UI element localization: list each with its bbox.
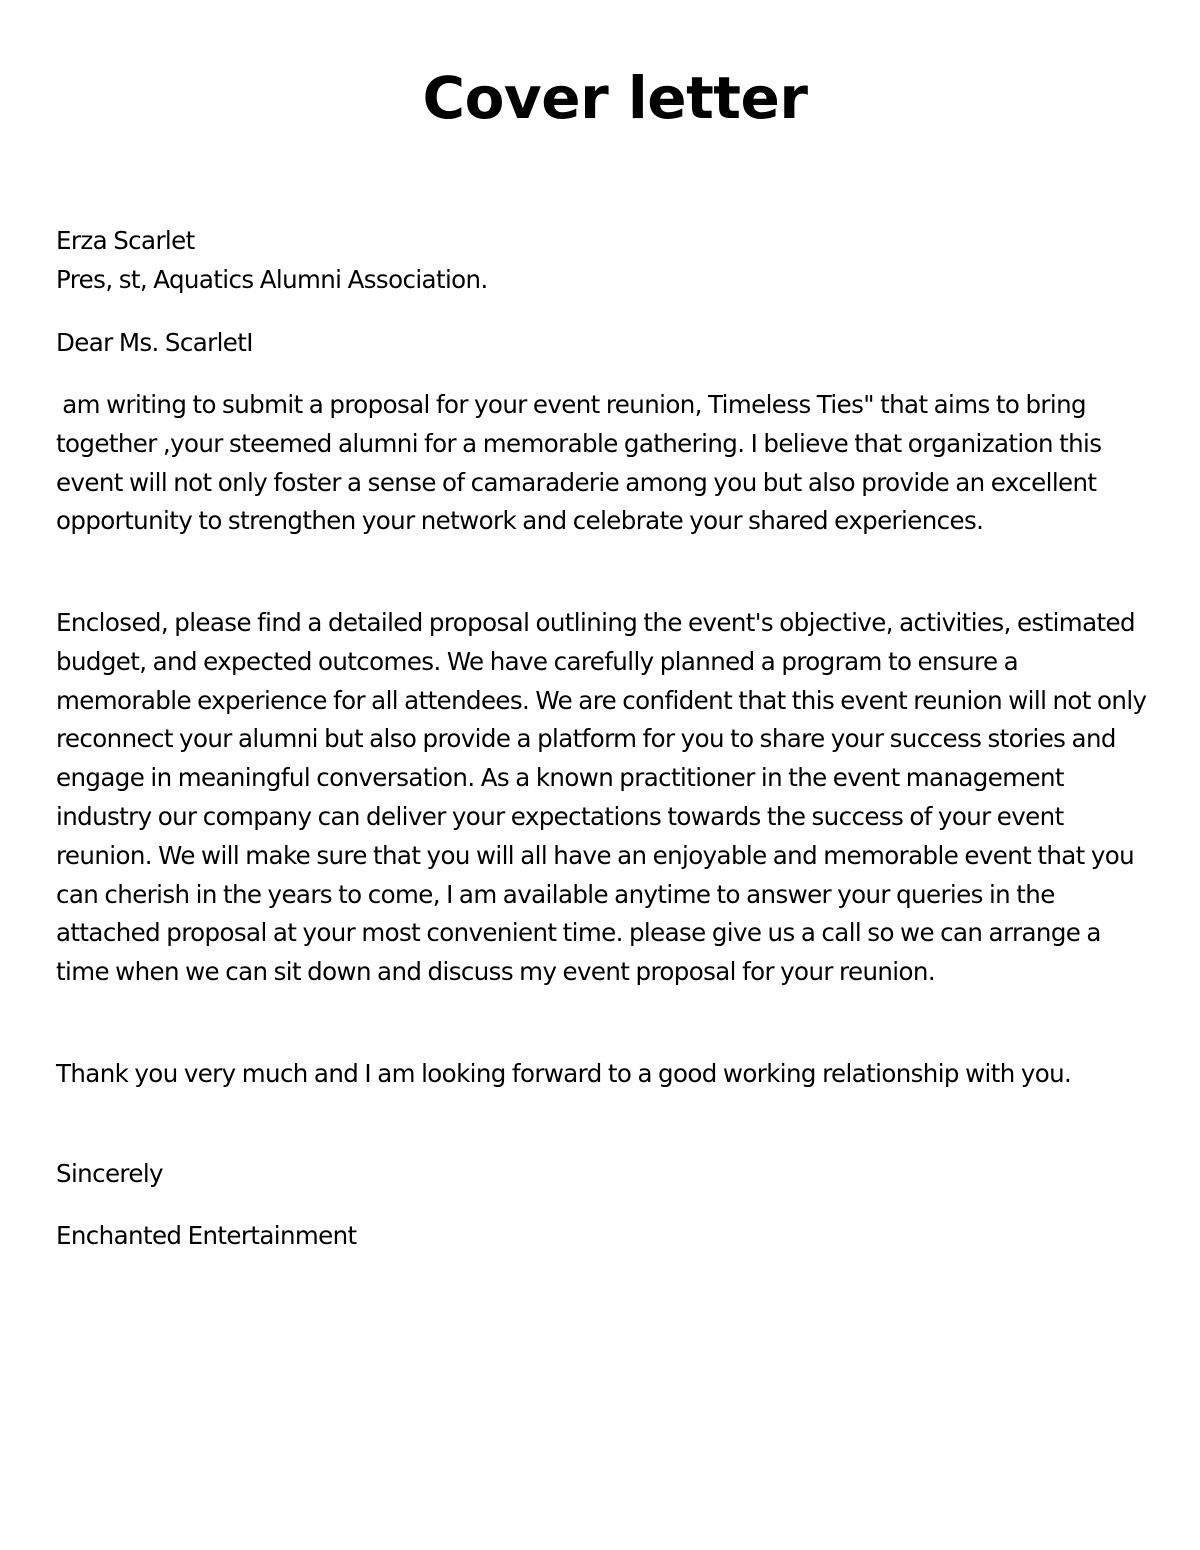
body-paragraph-thanks: Thank you very much and I am looking forward to a good working relationship with you. [56,1059,1072,1088]
salutation: Dear Ms. ScarletI [56,328,253,357]
document-title: Cover letter [422,64,808,132]
signature: Enchanted Entertainment [56,1221,357,1250]
recipient-block [56,222,1156,300]
body-paragraph-intro: am writing to submit a proposal for your event reunion, Timeless Ties" that aims to bring together ,your steemed alumni for a memorable gathering. I believe that organization this event will not only foster a sense of camaraderie among you but also provide an excellent opportunity to strengthen your network and celebrate your shared experiences. [56,390,1108,536]
body-paragraph-proposal: Enclosed, please find a detailed proposal outlining the event's objective, activities, estimated budget, and expected outcomes. We have carefully planned a program to ensure a memorable experience for all attendees. We are confident that this event reunion will not only reconnect your alumni but also provide a platform for you to share your success stories and engage in meaningful conversation. As a known practitioner in the event management industry our company can deliver your expectations towards the success of your event reunion. We will make sure that you will all have an enjoyable and memorable event that you can cherish in the years to come, I am available anytime to answer your queries in the attached proposal at your most convenient time. please give us a call so we can arrange a time when we can sit down and discuss my event proposal for your reunion. [56,608,1147,987]
closing: Sincerely [56,1159,163,1188]
recipient-name: Erza Scarlet [56,226,195,255]
recipient-position: Pres, st, Aquatics Alumni Association. [56,264,488,294]
